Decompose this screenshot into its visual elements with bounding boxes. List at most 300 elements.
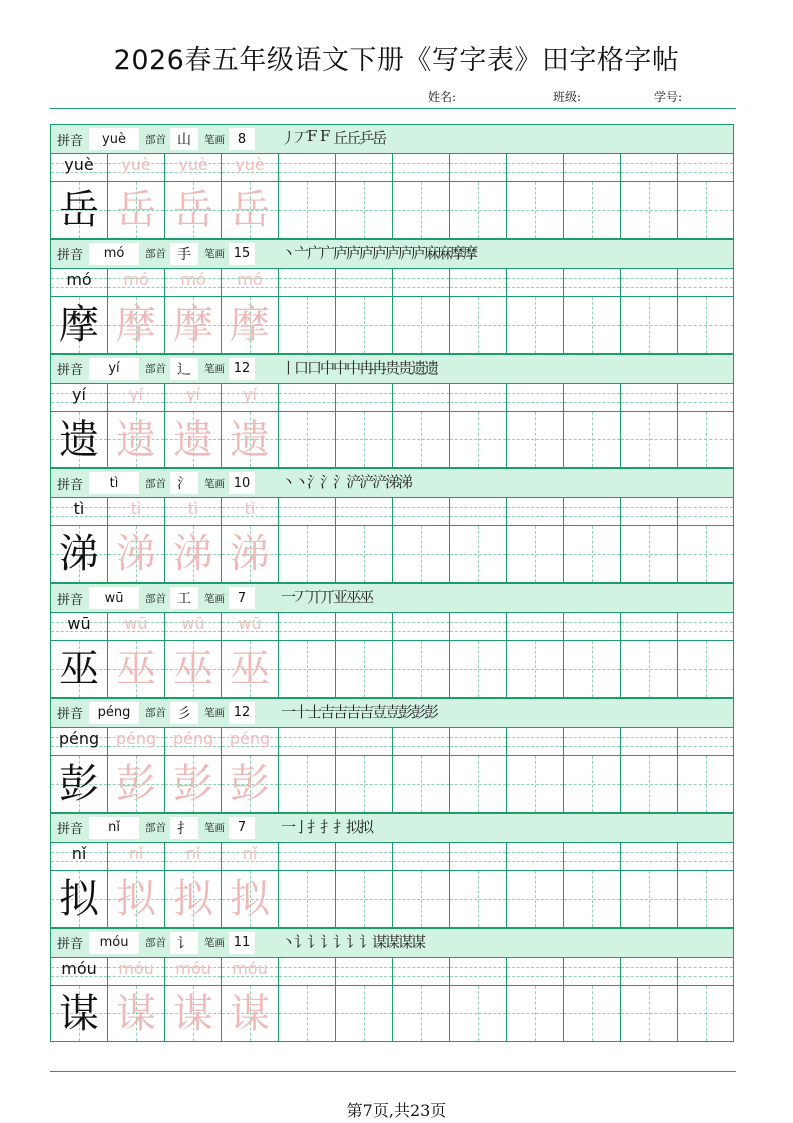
writing-cell[interactable] bbox=[165, 182, 222, 238]
stroke-step-glyph: 贵 bbox=[385, 358, 400, 377]
pinyin-cell[interactable] bbox=[678, 728, 733, 756]
stroke-step-glyph: 丨 bbox=[281, 358, 296, 377]
writing-cell[interactable] bbox=[507, 756, 564, 812]
pinyin-cell[interactable] bbox=[279, 958, 336, 986]
pinyin-cell[interactable] bbox=[336, 498, 393, 526]
writing-cell[interactable] bbox=[51, 412, 108, 468]
writing-cell[interactable] bbox=[507, 297, 564, 353]
stroke-step bbox=[320, 703, 333, 723]
pinyin-cell[interactable] bbox=[336, 843, 393, 871]
writing-cell[interactable] bbox=[621, 182, 678, 238]
writing-cell[interactable] bbox=[165, 297, 222, 353]
pinyin-cell[interactable] bbox=[165, 269, 222, 297]
writing-cell[interactable] bbox=[393, 986, 450, 1042]
pinyin-cell[interactable] bbox=[678, 384, 733, 412]
writing-cell[interactable] bbox=[678, 412, 733, 468]
pinyin-cell[interactable] bbox=[165, 843, 222, 871]
stroke-step-glyph: 彭 bbox=[424, 702, 439, 721]
pinyin-cell[interactable] bbox=[108, 269, 165, 297]
pinyin-cell[interactable] bbox=[336, 613, 393, 641]
radical-label: 部首 bbox=[145, 822, 167, 835]
pinyin-cell[interactable] bbox=[222, 269, 279, 297]
stroke-step-glyph: 讠 bbox=[359, 932, 374, 951]
pinyin-cell[interactable] bbox=[564, 498, 621, 526]
pinyin-cell[interactable] bbox=[108, 613, 165, 641]
writing-cell[interactable] bbox=[450, 756, 507, 812]
stroke-step bbox=[385, 703, 398, 723]
pinyin-cell[interactable] bbox=[279, 843, 336, 871]
writing-cell[interactable] bbox=[222, 297, 279, 353]
stroke-step-glyph: 广 bbox=[320, 243, 335, 262]
pinyin-model: nǐ bbox=[71, 843, 87, 863]
writing-cell[interactable] bbox=[450, 641, 507, 697]
pinyin-cell[interactable] bbox=[165, 498, 222, 526]
character-model: 巫 bbox=[59, 646, 99, 693]
stroke-count: 7 bbox=[229, 587, 255, 609]
writing-cell[interactable] bbox=[450, 526, 507, 582]
stroke-step-glyph: 庐 bbox=[398, 243, 413, 262]
stroke-step-glyph: 谋 bbox=[385, 932, 400, 951]
writing-cell[interactable] bbox=[564, 641, 621, 697]
writing-cell[interactable] bbox=[393, 297, 450, 353]
writing-cell[interactable] bbox=[336, 526, 393, 582]
writing-cell[interactable] bbox=[507, 182, 564, 238]
pinyin-cell[interactable] bbox=[678, 269, 733, 297]
writing-cell[interactable] bbox=[621, 297, 678, 353]
pinyin-cell[interactable] bbox=[108, 384, 165, 412]
pinyin-value: móu bbox=[89, 932, 139, 954]
writing-cell[interactable] bbox=[450, 986, 507, 1042]
pinyin-cell[interactable] bbox=[564, 269, 621, 297]
writing-cell[interactable] bbox=[678, 526, 733, 582]
stroke-count: 12 bbox=[229, 702, 255, 724]
writing-cell[interactable] bbox=[108, 986, 165, 1042]
writing-cell[interactable] bbox=[279, 641, 336, 697]
pinyin-label: 拼音 bbox=[57, 592, 84, 608]
writing-cell[interactable] bbox=[336, 412, 393, 468]
pinyin-row bbox=[50, 728, 734, 756]
pinyin-cell[interactable] bbox=[108, 498, 165, 526]
writing-cell[interactable] bbox=[678, 297, 733, 353]
writing-cell[interactable] bbox=[279, 871, 336, 927]
strokes-label: 笔画 bbox=[204, 363, 226, 376]
stroke-step-glyph: 丶 bbox=[281, 243, 296, 262]
pinyin-cell[interactable] bbox=[222, 384, 279, 412]
writing-cell[interactable] bbox=[108, 182, 165, 238]
pinyin-cell[interactable] bbox=[222, 498, 279, 526]
stroke-step bbox=[372, 933, 385, 953]
pinyin-cell[interactable] bbox=[564, 728, 621, 756]
character-model: 岳 bbox=[59, 187, 99, 233]
character-trace: 拟 bbox=[230, 875, 270, 922]
writing-cell[interactable] bbox=[393, 412, 450, 468]
pinyin-cell[interactable] bbox=[450, 154, 507, 182]
stroke-order bbox=[281, 125, 385, 153]
writing-cell[interactable] bbox=[621, 756, 678, 812]
stroke-step-glyph: 涕 bbox=[385, 473, 400, 492]
stroke-step bbox=[372, 703, 385, 723]
character-trace: 拟 bbox=[116, 875, 156, 922]
stroke-step bbox=[320, 818, 333, 838]
pinyin-cell[interactable] bbox=[450, 384, 507, 412]
pinyin-cell[interactable] bbox=[621, 613, 678, 641]
pinyin-trace: mó bbox=[237, 269, 263, 289]
pinyin-model: mó bbox=[66, 269, 92, 289]
writing-cell[interactable] bbox=[165, 641, 222, 697]
pinyin-cell[interactable] bbox=[222, 843, 279, 871]
writing-cell[interactable] bbox=[621, 526, 678, 582]
stroke-step bbox=[333, 703, 346, 723]
pinyin-cell[interactable] bbox=[279, 613, 336, 641]
character-model: 谋 bbox=[59, 990, 99, 1037]
pinyin-cell[interactable] bbox=[621, 728, 678, 756]
pinyin-cell[interactable] bbox=[507, 269, 564, 297]
pinyin-trace: móu bbox=[118, 958, 154, 978]
stroke-step-glyph: 亠 bbox=[294, 243, 309, 262]
character-trace: 摩 bbox=[230, 301, 270, 348]
stroke-step-glyph: 十 bbox=[294, 702, 309, 721]
writing-cell[interactable] bbox=[450, 182, 507, 238]
writing-cell[interactable] bbox=[108, 526, 165, 582]
pinyin-cell[interactable] bbox=[507, 843, 564, 871]
writing-cell[interactable] bbox=[279, 182, 336, 238]
pinyin-cell[interactable] bbox=[165, 958, 222, 986]
pinyin-cell[interactable] bbox=[222, 958, 279, 986]
writing-cell[interactable] bbox=[507, 641, 564, 697]
writing-cell[interactable] bbox=[108, 871, 165, 927]
pinyin-cell[interactable] bbox=[621, 843, 678, 871]
writing-cell[interactable] bbox=[51, 756, 108, 812]
stroke-step bbox=[294, 244, 307, 264]
writing-cell[interactable] bbox=[51, 871, 108, 927]
pinyin-cell[interactable] bbox=[621, 958, 678, 986]
stroke-step bbox=[320, 129, 333, 149]
pinyin-cell[interactable] bbox=[393, 613, 450, 641]
pinyin-cell[interactable] bbox=[621, 498, 678, 526]
stroke-step-glyph: 庐 bbox=[346, 243, 361, 262]
stroke-step-glyph: 麻 bbox=[437, 243, 452, 262]
writing-cell[interactable] bbox=[108, 297, 165, 353]
writing-cell[interactable] bbox=[336, 182, 393, 238]
writing-cell[interactable] bbox=[336, 641, 393, 697]
writing-cell[interactable] bbox=[165, 986, 222, 1042]
writing-cell[interactable] bbox=[51, 986, 108, 1042]
writing-cell[interactable] bbox=[222, 641, 279, 697]
writing-cell[interactable] bbox=[507, 412, 564, 468]
writing-cell[interactable] bbox=[621, 412, 678, 468]
stroke-step bbox=[398, 933, 411, 953]
pinyin-cell[interactable] bbox=[222, 728, 279, 756]
writing-cell[interactable] bbox=[678, 986, 733, 1042]
pinyin-value: mó bbox=[89, 243, 139, 265]
pinyin-cell[interactable] bbox=[507, 958, 564, 986]
writing-cell[interactable] bbox=[564, 297, 621, 353]
pinyin-cell[interactable] bbox=[450, 958, 507, 986]
pinyin-cell[interactable] bbox=[279, 154, 336, 182]
writing-cell[interactable] bbox=[450, 412, 507, 468]
writing-cell[interactable] bbox=[336, 871, 393, 927]
pinyin-cell[interactable] bbox=[678, 958, 733, 986]
writing-cell[interactable] bbox=[678, 182, 733, 238]
pinyin-trace: yí bbox=[243, 384, 257, 404]
pinyin-cell[interactable] bbox=[222, 613, 279, 641]
writing-cell[interactable] bbox=[564, 756, 621, 812]
pinyin-cell[interactable] bbox=[336, 154, 393, 182]
stroke-step-glyph: 口 bbox=[307, 358, 322, 377]
pinyin-cell[interactable] bbox=[393, 269, 450, 297]
header-divider bbox=[50, 108, 736, 109]
writing-cell[interactable] bbox=[279, 756, 336, 812]
pinyin-cell[interactable] bbox=[393, 958, 450, 986]
pinyin-cell[interactable] bbox=[279, 728, 336, 756]
pinyin-cell[interactable] bbox=[279, 269, 336, 297]
char-meta bbox=[51, 584, 277, 612]
pinyin-cell[interactable] bbox=[51, 154, 108, 182]
pinyin-cell[interactable] bbox=[51, 613, 108, 641]
writing-cell[interactable] bbox=[393, 641, 450, 697]
pinyin-cell[interactable] bbox=[507, 154, 564, 182]
character-row bbox=[50, 297, 734, 354]
pinyin-cell[interactable] bbox=[108, 728, 165, 756]
pinyin-cell[interactable] bbox=[564, 613, 621, 641]
writing-cell[interactable] bbox=[165, 756, 222, 812]
writing-cell[interactable] bbox=[450, 297, 507, 353]
writing-cell[interactable] bbox=[165, 412, 222, 468]
writing-cell[interactable] bbox=[564, 526, 621, 582]
stroke-step bbox=[346, 129, 359, 149]
pinyin-trace: yí bbox=[129, 384, 143, 404]
pinyin-cell[interactable] bbox=[51, 498, 108, 526]
stroke-step-glyph: 中 bbox=[333, 358, 348, 377]
pinyin-cell[interactable] bbox=[51, 958, 108, 986]
stroke-step-glyph: 丶 bbox=[281, 932, 296, 951]
radical-value: 手 bbox=[170, 243, 198, 265]
pinyin-cell[interactable] bbox=[336, 728, 393, 756]
stroke-step bbox=[424, 359, 437, 379]
stroke-step-glyph: 摩 bbox=[450, 243, 465, 262]
pinyin-cell[interactable] bbox=[393, 843, 450, 871]
pinyin-cell[interactable] bbox=[678, 613, 733, 641]
pinyin-cell[interactable] bbox=[279, 498, 336, 526]
stroke-step bbox=[411, 359, 424, 379]
stroke-count: 7 bbox=[229, 817, 255, 839]
stroke-step bbox=[463, 244, 476, 264]
writing-cell[interactable] bbox=[222, 412, 279, 468]
pinyin-cell[interactable] bbox=[450, 728, 507, 756]
pinyin-cell[interactable] bbox=[108, 958, 165, 986]
writing-cell[interactable] bbox=[279, 986, 336, 1042]
stroke-step-glyph: 彭 bbox=[398, 702, 413, 721]
writing-cell[interactable] bbox=[336, 986, 393, 1042]
writing-cell[interactable] bbox=[279, 297, 336, 353]
char-header bbox=[50, 928, 734, 958]
page-title: 2026春五年级语文下册《写字表》田字格字帖 bbox=[113, 45, 680, 76]
stroke-step-glyph: 吉 bbox=[333, 702, 348, 721]
strokes-label: 笔画 bbox=[204, 592, 226, 605]
writing-cell[interactable] bbox=[336, 297, 393, 353]
pinyin-trace: yuè bbox=[121, 155, 151, 174]
radical-value: 扌 bbox=[170, 817, 198, 839]
pinyin-cell[interactable] bbox=[336, 958, 393, 986]
writing-cell[interactable] bbox=[222, 182, 279, 238]
writing-cell[interactable] bbox=[108, 756, 165, 812]
stroke-step bbox=[307, 359, 320, 379]
writing-cell[interactable] bbox=[507, 871, 564, 927]
writing-cell[interactable] bbox=[51, 182, 108, 238]
writing-cell[interactable] bbox=[222, 526, 279, 582]
writing-cell[interactable] bbox=[51, 526, 108, 582]
pinyin-trace: nǐ bbox=[185, 843, 201, 863]
stroke-step-glyph: 庐 bbox=[411, 243, 426, 262]
pinyin-cell[interactable] bbox=[51, 728, 108, 756]
character-model: 涕 bbox=[59, 531, 99, 578]
pinyin-trace: mó bbox=[180, 269, 206, 289]
char-header bbox=[50, 354, 734, 384]
pinyin-cell[interactable] bbox=[279, 384, 336, 412]
pinyin-cell[interactable] bbox=[507, 498, 564, 526]
pinyin-cell[interactable] bbox=[507, 384, 564, 412]
stroke-step bbox=[346, 473, 359, 493]
writing-cell[interactable] bbox=[165, 871, 222, 927]
writing-cell[interactable] bbox=[222, 756, 279, 812]
writing-cell[interactable] bbox=[336, 756, 393, 812]
stroke-step bbox=[359, 473, 372, 493]
pinyin-cell[interactable] bbox=[222, 154, 279, 182]
stroke-step bbox=[281, 473, 294, 493]
pinyin-cell[interactable] bbox=[51, 269, 108, 297]
pinyin-value: tì bbox=[89, 472, 139, 494]
pinyin-label: 拼音 bbox=[57, 248, 84, 264]
writing-cell[interactable] bbox=[393, 871, 450, 927]
pinyin-cell[interactable] bbox=[336, 384, 393, 412]
writing-cell[interactable] bbox=[507, 526, 564, 582]
writing-cell[interactable] bbox=[108, 412, 165, 468]
stroke-step bbox=[320, 359, 333, 379]
writing-cell[interactable] bbox=[564, 412, 621, 468]
pinyin-cell[interactable] bbox=[108, 843, 165, 871]
pinyin-cell[interactable] bbox=[393, 384, 450, 412]
stroke-step bbox=[398, 703, 411, 723]
pinyin-cell[interactable] bbox=[51, 843, 108, 871]
writing-cell[interactable] bbox=[165, 526, 222, 582]
pinyin-cell[interactable] bbox=[564, 958, 621, 986]
radical-label: 部首 bbox=[145, 133, 167, 146]
stroke-step-glyph: 巫 bbox=[359, 588, 374, 607]
pinyin-cell[interactable] bbox=[621, 154, 678, 182]
stroke-step bbox=[281, 703, 294, 723]
writing-cell[interactable] bbox=[507, 986, 564, 1042]
pinyin-cell[interactable] bbox=[564, 154, 621, 182]
writing-cell[interactable] bbox=[51, 641, 108, 697]
radical-value: 山 bbox=[170, 128, 198, 150]
pinyin-cell[interactable] bbox=[165, 613, 222, 641]
stroke-step-glyph: 丶 bbox=[281, 473, 296, 492]
writing-cell[interactable] bbox=[222, 871, 279, 927]
writing-cell[interactable] bbox=[621, 986, 678, 1042]
pinyin-cell[interactable] bbox=[165, 384, 222, 412]
writing-cell[interactable] bbox=[564, 871, 621, 927]
stroke-step-glyph: 庐 bbox=[385, 243, 400, 262]
writing-cell[interactable] bbox=[222, 986, 279, 1042]
radical-label: 部首 bbox=[145, 477, 167, 490]
writing-cell[interactable] bbox=[393, 526, 450, 582]
stroke-step bbox=[346, 244, 359, 264]
pinyin-cell[interactable] bbox=[165, 728, 222, 756]
stroke-step bbox=[359, 588, 372, 608]
stroke-order bbox=[281, 240, 476, 268]
stroke-step-glyph: 遗 bbox=[411, 358, 426, 377]
pinyin-trace: tì bbox=[130, 499, 142, 519]
stroke-step bbox=[385, 359, 398, 379]
stroke-step bbox=[411, 703, 424, 723]
writing-cell[interactable] bbox=[279, 412, 336, 468]
stroke-step bbox=[333, 818, 346, 838]
writing-cell[interactable] bbox=[450, 871, 507, 927]
writing-cell[interactable] bbox=[621, 641, 678, 697]
stroke-step bbox=[307, 244, 320, 264]
pinyin-cell[interactable] bbox=[678, 843, 733, 871]
stroke-step bbox=[307, 129, 320, 149]
stroke-step bbox=[411, 244, 424, 264]
pinyin-cell[interactable] bbox=[450, 613, 507, 641]
stroke-step bbox=[320, 588, 333, 608]
pinyin-cell[interactable] bbox=[108, 154, 165, 182]
writing-cell[interactable] bbox=[279, 526, 336, 582]
writing-cell[interactable] bbox=[51, 297, 108, 353]
character-trace: 谋 bbox=[116, 990, 156, 1037]
pinyin-cell[interactable] bbox=[450, 269, 507, 297]
pinyin-cell[interactable] bbox=[507, 728, 564, 756]
writing-cell[interactable] bbox=[678, 871, 733, 927]
pinyin-cell[interactable] bbox=[564, 843, 621, 871]
pinyin-cell[interactable] bbox=[678, 154, 733, 182]
pinyin-cell[interactable] bbox=[336, 269, 393, 297]
writing-cell[interactable] bbox=[564, 182, 621, 238]
char-block bbox=[50, 239, 734, 354]
writing-cell[interactable] bbox=[564, 986, 621, 1042]
writing-cell[interactable] bbox=[393, 182, 450, 238]
stroke-count: 8 bbox=[229, 128, 255, 150]
pinyin-cell[interactable] bbox=[678, 498, 733, 526]
pinyin-cell[interactable] bbox=[450, 843, 507, 871]
pinyin-cell[interactable] bbox=[621, 269, 678, 297]
pinyin-cell[interactable] bbox=[450, 498, 507, 526]
writing-cell[interactable] bbox=[678, 756, 733, 812]
pinyin-cell[interactable] bbox=[51, 384, 108, 412]
pinyin-cell[interactable] bbox=[393, 498, 450, 526]
pinyin-trace: péng bbox=[172, 728, 214, 748]
writing-cell[interactable] bbox=[108, 641, 165, 697]
pinyin-row bbox=[50, 843, 734, 871]
pinyin-cell[interactable] bbox=[507, 613, 564, 641]
stroke-step bbox=[294, 588, 307, 608]
radical-value: 讠 bbox=[170, 932, 198, 954]
writing-cell[interactable] bbox=[678, 641, 733, 697]
character-row bbox=[50, 182, 734, 239]
stroke-step-glyph: 广 bbox=[307, 243, 322, 262]
stroke-step-glyph: 吉 bbox=[346, 702, 361, 721]
pinyin-trace: nǐ bbox=[242, 843, 258, 863]
pinyin-cell[interactable] bbox=[564, 384, 621, 412]
writing-cell[interactable] bbox=[621, 871, 678, 927]
writing-cell[interactable] bbox=[393, 756, 450, 812]
stroke-step bbox=[307, 473, 320, 493]
pinyin-cell[interactable] bbox=[393, 154, 450, 182]
pinyin-cell[interactable] bbox=[621, 384, 678, 412]
name-label: 姓名: bbox=[428, 90, 457, 104]
pinyin-cell[interactable] bbox=[165, 154, 222, 182]
pinyin-cell[interactable] bbox=[393, 728, 450, 756]
